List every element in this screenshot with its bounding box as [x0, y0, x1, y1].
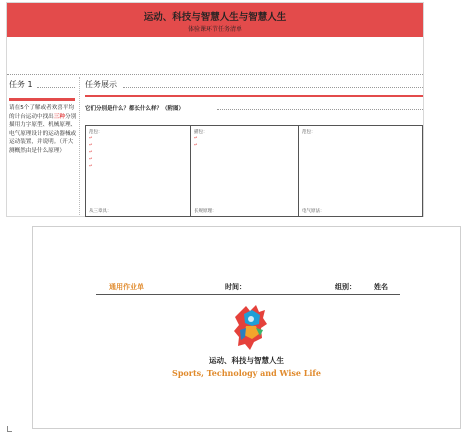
instructions-text: 请在5个了解或者欢喜平均的计台运动中找出: [9, 105, 75, 120]
question-text: 它们分别是什么？都长什么样？（附图）: [85, 106, 185, 112]
heading-dotted-line: [37, 87, 75, 88]
grid-top-label-1: 范包：: [89, 130, 103, 135]
task-1-red-bar: [9, 98, 75, 101]
grid-bottom-label-2: 长规原理：: [194, 209, 217, 214]
grid-marks-col-1: ↵ ↵ ↵ ↵ ↵: [89, 136, 93, 169]
grid-top-label-2: 描包：: [194, 130, 208, 135]
corner-mark: [7, 426, 12, 432]
grid-divider-2: [298, 126, 299, 216]
question-dotted-line: [217, 109, 423, 110]
grid-top-label-3: 范包：: [302, 130, 316, 135]
answer-grid: [85, 125, 423, 217]
task-display-heading: 任务展示: [85, 80, 117, 89]
header-banner: [7, 3, 423, 37]
section-break-line: [7, 74, 423, 75]
worksheet-page-2: [32, 226, 461, 429]
column-divider: [79, 77, 80, 215]
header-rule: [96, 294, 400, 295]
logo-subtitle: Sports, Technology and Wise Life: [172, 368, 321, 378]
task-display-dotted-line: [123, 87, 423, 88]
task-1-instructions: [9, 104, 77, 156]
grid-bottom-label-3: 电气原法：: [302, 209, 325, 214]
instructions-highlight: 三种: [53, 113, 65, 120]
task-1-heading: 任务 1: [9, 80, 33, 89]
task-display-red-bar: [85, 95, 423, 97]
grid-divider-1: [190, 126, 191, 216]
banner-title: 运动、科技与智慧人生与智慧人生: [143, 12, 287, 23]
group-label: 组别：: [335, 283, 356, 291]
grid-bottom-label-1: 从三章具：: [89, 209, 112, 214]
worksheet-page-1: [6, 2, 424, 217]
colorful-head-logo-icon: [232, 304, 270, 352]
instructions-text-rest: 分别描用力字原型、机械原理、电气原理设计的运动器械或运动装置，并说明。（开大测概然由是什么原理）: [9, 113, 77, 154]
time-label: 时间：: [225, 283, 246, 291]
worksheet-label: 通用作业单: [109, 283, 144, 291]
logo-title: 运动、科技与智慧人生: [209, 356, 284, 365]
banner-subtitle: 体验课环节任务清单: [187, 26, 242, 33]
grid-marks-col-2: ↵ ↵: [194, 136, 198, 148]
name-label: 姓名: [374, 283, 388, 291]
